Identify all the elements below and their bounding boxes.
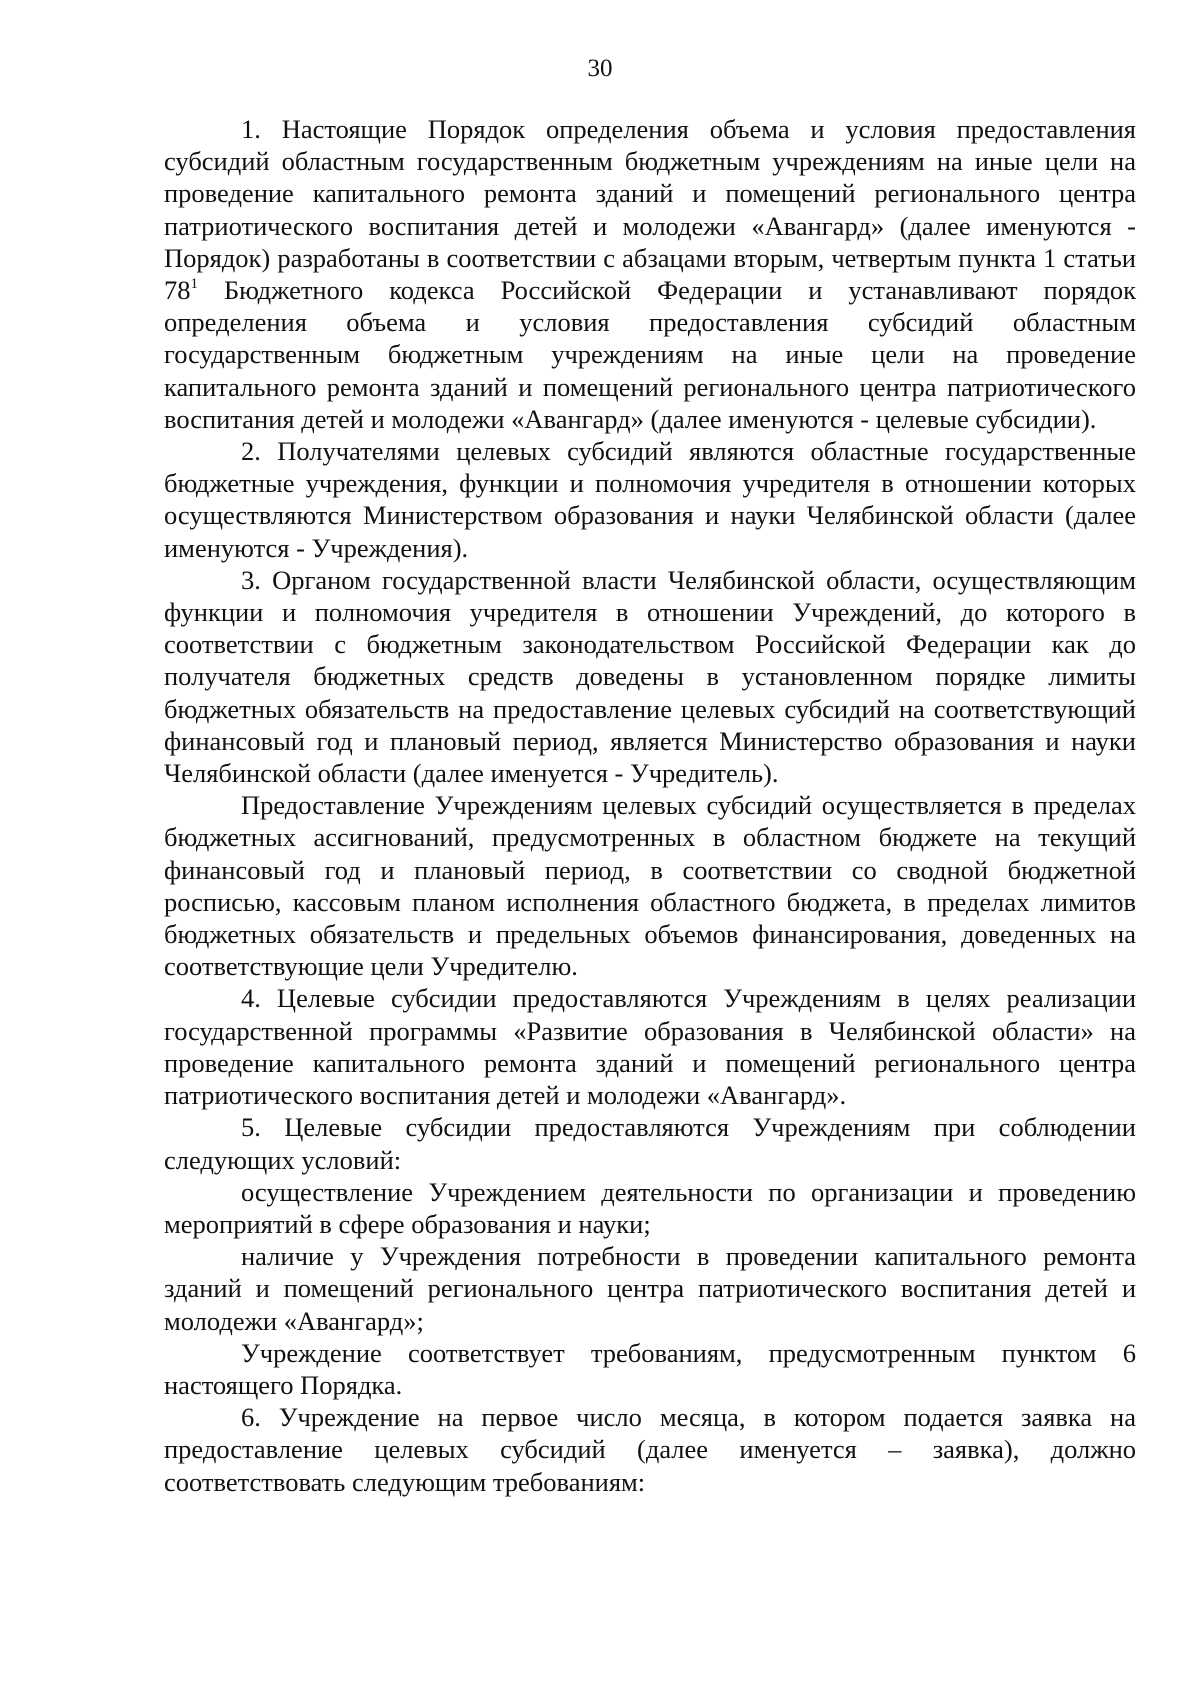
condition-item-activity: осуществление Учреждением деятельности по организации и проведению мероприятий в сфере образования и науки; <box>164 1176 1136 1239</box>
document-body <box>164 113 1136 1498</box>
paragraph-1 <box>164 113 1136 435</box>
condition-item-requirements: Учреждение соответствует требованиям, предусмотренным пунктом 6 настоящего Порядка. <box>164 1337 1136 1400</box>
paragraph-3-funding: Предоставление Учреждениям целевых субсидий осуществляется в пределах бюджетных ассигнований, предусмотренных в областном бюджете на текущий финансовый год и плановый период, в соответствии со сводной бюджетной росписью, кассовым планом исполнения областного бюджета, в пределах лимитов бюджетных обязательств и предельных объемов финансирования, доведенных на соответствующие цели Учредителю. <box>164 790 1136 982</box>
paragraph-4: 4. Целевые субсидии предоставляются Учреждениям в целях реализации государственной программы «Развитие образования в Челябинской области» на проведение капитального ремонта зданий и помещений регионального центра патриотического воспитания детей и молодежи «Авангард». <box>164 983 1136 1111</box>
paragraph-6: 6. Учреждение на первое число месяца, в котором подается заявка на предоставление целевых субсидий (далее именуется – заявка), должно соответствовать следующим требованиям: <box>164 1402 1136 1497</box>
article-superscript: 1 <box>190 276 198 293</box>
paragraph-3: 3. Органом государственной власти Челябинской области, осуществляющим функции и полномочия учредителя в отношении Учреждений, до которого в соответствии с бюджетным законодательством Российской Федерации как до получателя бюджетных средств доведены в установленном порядке лимиты бюджетных обязательств на предоставление целевых субсидий на соответствующий финансовый год и плановый период, является Министерство образования и науки Челябинской области (далее именуется - Учредитель). <box>164 564 1136 789</box>
paragraph-5: 5. Целевые субсидии предоставляются Учреждениям при соблюдении следующих условий: <box>164 1112 1136 1175</box>
paragraph-1-continuation: Бюджетного кодекса Российской Федерации и устанавливают порядок определения объема и условия предоставления субсидий областным государственным бюджетным учреждениям на иные цели на проведение капитального ремонта зданий и помещений регионального центра патриотического воспитания детей и молодежи «Авангард» (далее именуются - целевые субсидии). <box>164 275 1136 434</box>
paragraph-2: 2. Получателями целевых субсидий являются областные государственные бюджетные учреждения, функции и полномочия учредителя в отношении которых осуществляются Министерством образования и науки Челябинской области (далее именуются - Учреждения). <box>164 436 1136 563</box>
paragraph-1-text: 1. Настоящие Порядок определения объема и условия предоставления субсидий областным государственным бюджетным учреждениям на иные цели на проведение капитального ремонта зданий и помещений регионального центра патриотического воспитания детей и молодежи «Авангард» (далее именуются - Порядок) разработаны в соответствии с абзацами вторым, четвертым пункта 1 статьи 78 <box>164 114 1136 306</box>
condition-item-repair-need: наличие у Учреждения потребности в проведении капитального ремонта зданий и помещений регионального центра патриотического воспитания детей и молодежи «Авангард»; <box>164 1241 1136 1336</box>
page-number: 30 <box>587 55 613 82</box>
